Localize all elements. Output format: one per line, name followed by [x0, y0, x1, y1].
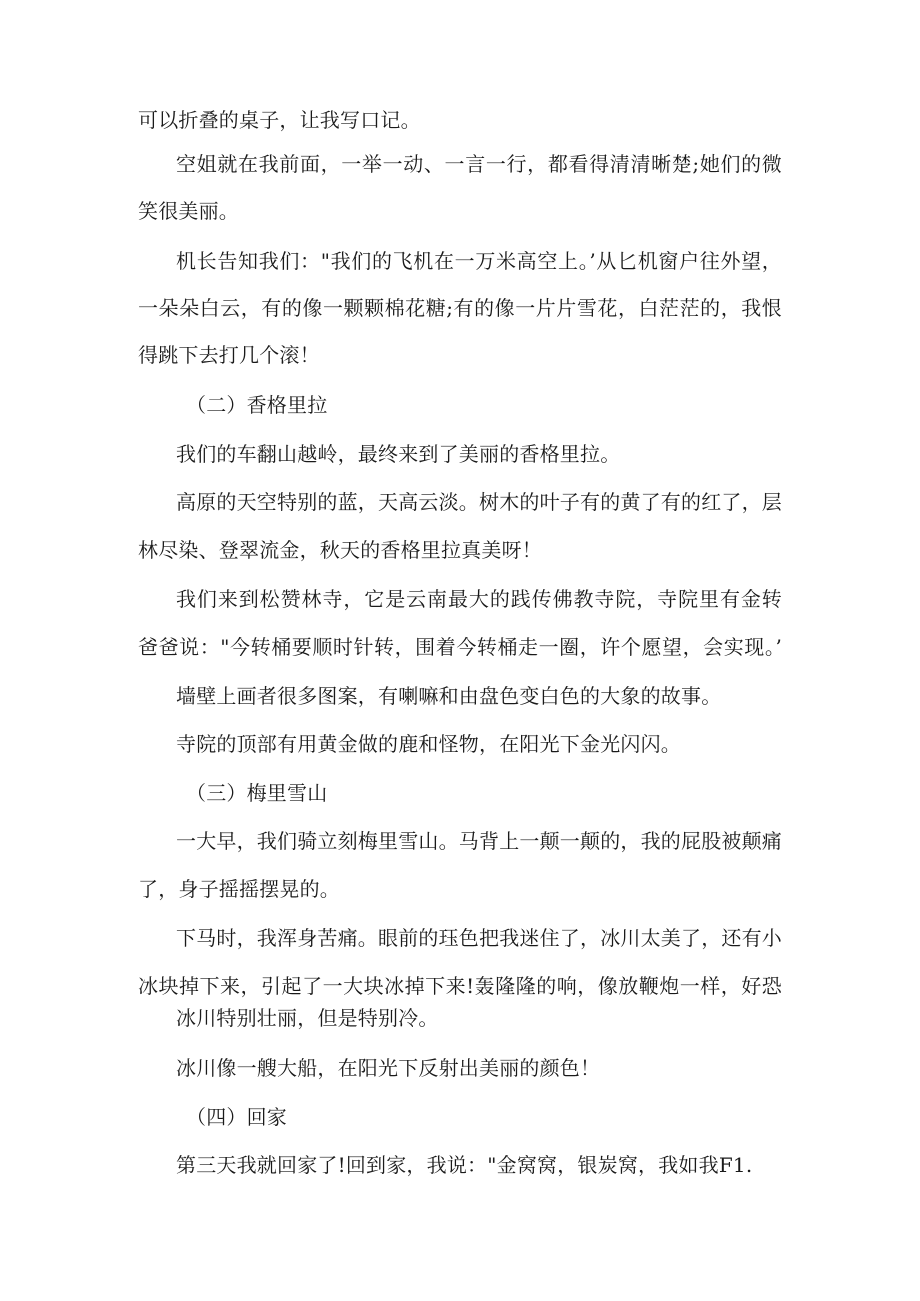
paragraph-line: 我们的车翻山越岭，最终来到了美丽的香格里拉。: [176, 442, 621, 466]
paragraph-line: 可以折叠的桌子，让我写口记。: [138, 108, 421, 132]
paragraph-line: 一大早，我们骑立刻梅里雪山。马背上一颠一颠的，我的屁股被颠痛: [176, 829, 782, 853]
paragraph-line: 我们来到松赞林寺，它是云南最大的践传佛教寺院，寺院里有金转: [176, 587, 782, 611]
paragraph-line: 第三天我就回家了!回到家，我说："金窝窝，银炭窝，我如我F1.: [176, 1153, 753, 1177]
paragraph-line: 爸爸说："今转桶要顺时针转，围着今转桶走一圈，许个愿望，会实现。’: [138, 635, 782, 659]
section-heading: （三）梅里雪山: [186, 781, 328, 805]
paragraph-line: 冰川特别壮丽，但是特别冷。: [176, 1006, 439, 1030]
paragraph-line: 冰川像一艘大船，在阳光下反射出美丽的颜色！: [176, 1056, 601, 1080]
paragraph-line: 下马时，我浑身苦痛。眼前的珏色把我迷住了，冰川太美了，还有小: [176, 926, 782, 950]
paragraph-line: 笑很美丽。: [138, 199, 239, 223]
paragraph-line: 一朵朵白云，有的像一颗颗棉花糖;有的像一片片雪花，白茫茫的，我恨: [138, 296, 782, 320]
paragraph-line: 得跳下去打几个滚！: [138, 343, 320, 367]
paragraph-line: 冰块掉下来，引起了一大块冰掉下来!轰隆隆的响，像放鞭炮一样，好恐: [138, 974, 782, 998]
paragraph-line: 空姐就在我前面，一举一动、一言一行，都看得清清晰楚;她们的微: [176, 152, 782, 176]
paragraph-line: 墙壁上画者很多图案，有喇嘛和由盘色变白色的大象的故事。: [176, 684, 722, 708]
section-heading: （二）香格里拉: [186, 393, 328, 417]
paragraph-line: 了，身子摇摇摆晃的。: [138, 877, 340, 901]
section-heading: （四）回家: [186, 1105, 287, 1129]
paragraph-line: 机长告知我们："我们的飞机在一万米高空上。’从匕机窗户往外望，: [176, 249, 782, 273]
paragraph-line: 高原的天空特别的蓝，天高云淡。树木的叶子有的黄了有的红了，层: [176, 490, 782, 514]
paragraph-line: 林尽染、登翠流金，秋天的香格里拉真美呀！: [138, 538, 542, 562]
paragraph-line: 寺院的顶部有用黄金做的鹿和怪物，在阳光下金光闪闪。: [176, 732, 681, 756]
